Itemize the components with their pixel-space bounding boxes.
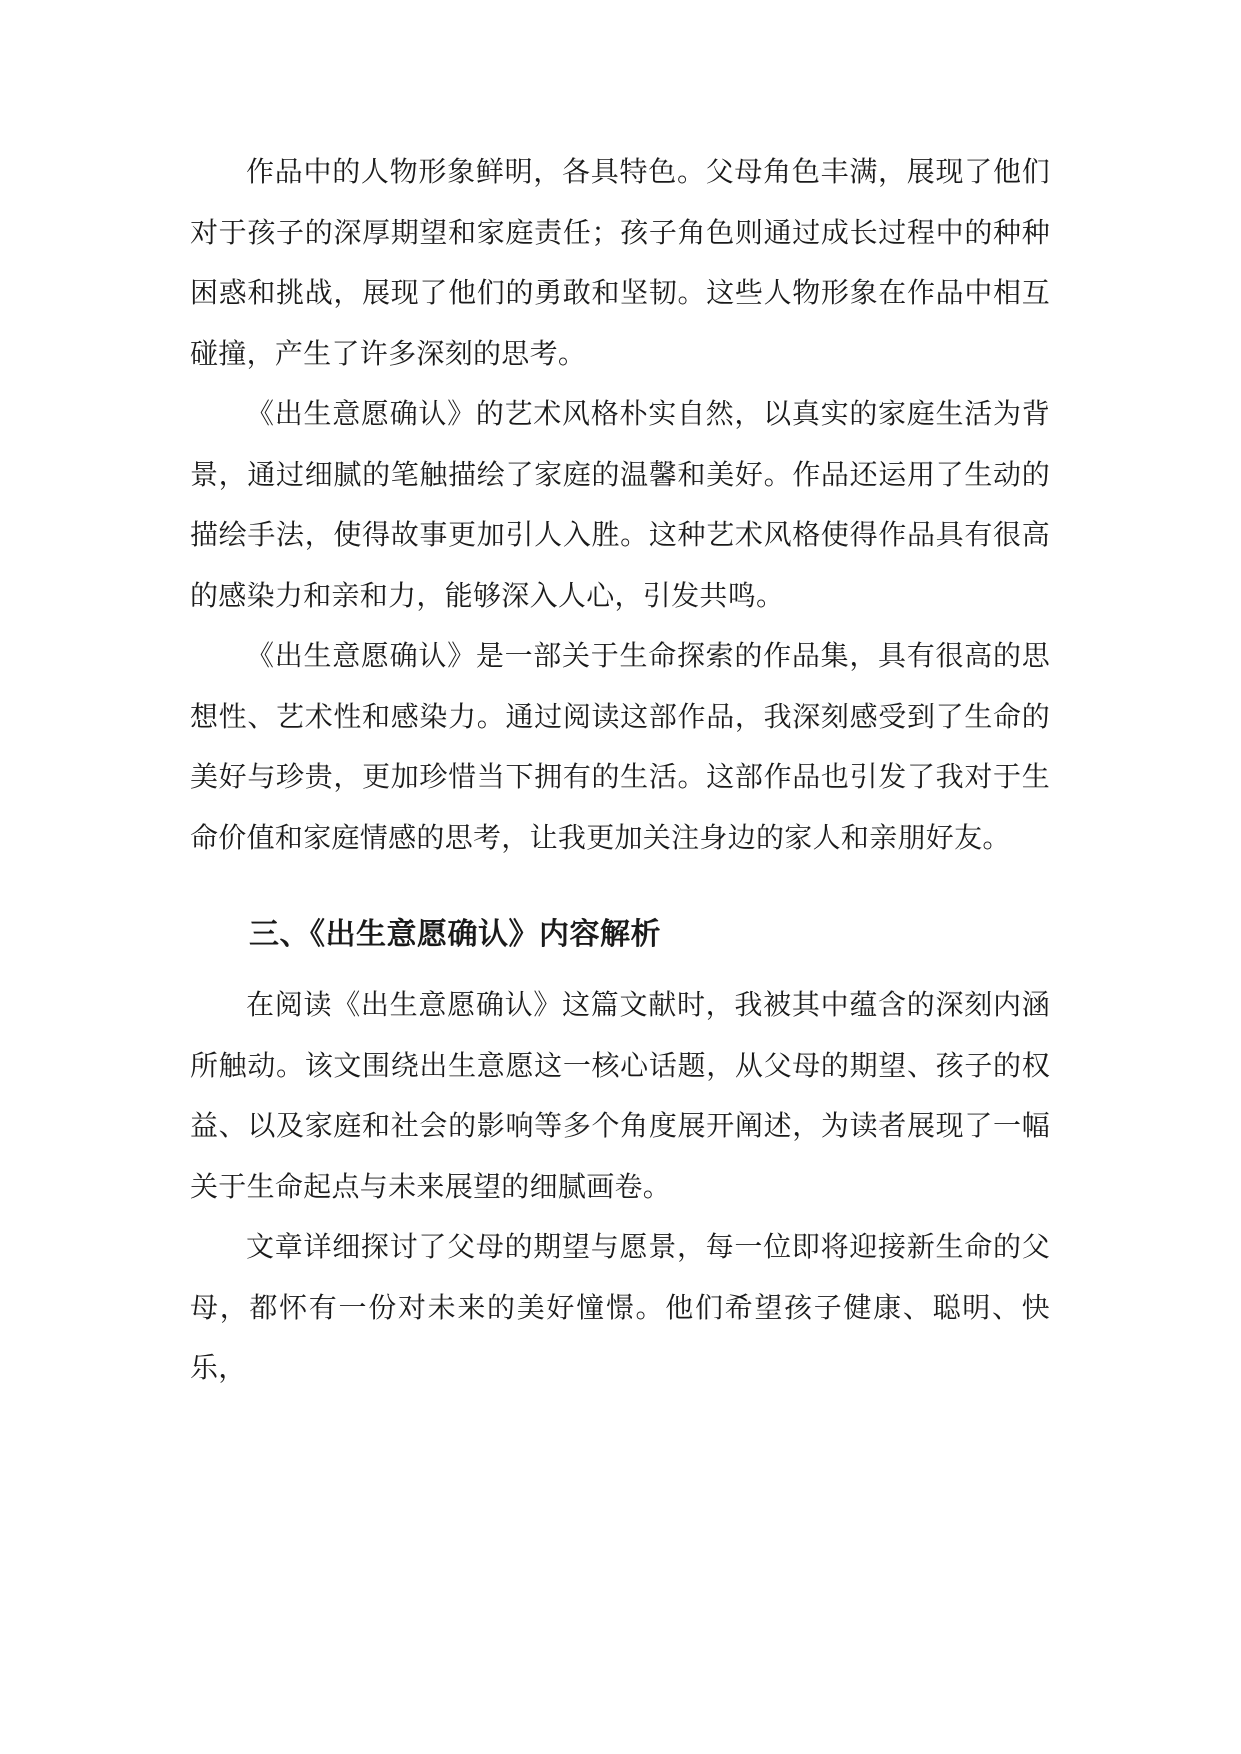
paragraph-content-intro: 在阅读《出生意愿确认》这篇文献时，我被其中蕴含的深刻内涵所触动。该文围绕出生意愿这一核心话题，从父母的期望、孩子的权益、以及家庭和社会的影响等多个角度展开阐述，为读者展现了一幅关于生命起点与未来展望的细腻画卷。	[190, 988, 1050, 1203]
paragraph-summary: 《出生意愿确认》是一部关于生命探索的作品集，具有很高的思想性、艺术性和感染力。通过阅读这部作品，我深刻感受到了生命的美好与珍贵，更加珍惜当下拥有的生活。这部作品也引发了我对于生命价值和家庭情感的思考，让我更加关注身边的家人和亲朋好友。	[190, 639, 1050, 854]
section-heading: 三、《出生意愿确认》内容解析	[249, 917, 661, 952]
document-body	[190, 142, 1050, 1399]
paragraph-parents-expectation: 文章详细探讨了父母的期望与愿景，每一位即将迎接新生命的父母，都怀有一份对未来的美好憧憬。他们希望孩子健康、聪明、快乐，	[190, 1230, 1050, 1384]
paragraph-characters: 作品中的人物形象鲜明，各具特色。父母角色丰满，展现了他们对于孩子的深厚期望和家庭责任；孩子角色则通过成长过程中的种种困惑和挑战，展现了他们的勇敢和坚韧。这些人物形象在作品中相互碰撞，产生了许多深刻的思考。	[190, 155, 1050, 370]
paragraph-art-style: 《出生意愿确认》的艺术风格朴实自然，以真实的家庭生活为背景，通过细腻的笔触描绘了家庭的温馨和美好。作品还运用了生动的描绘手法，使得故事更加引人入胜。这种艺术风格使得作品具有很高的感染力和亲和力，能够深入人心，引发共鸣。	[190, 397, 1050, 612]
